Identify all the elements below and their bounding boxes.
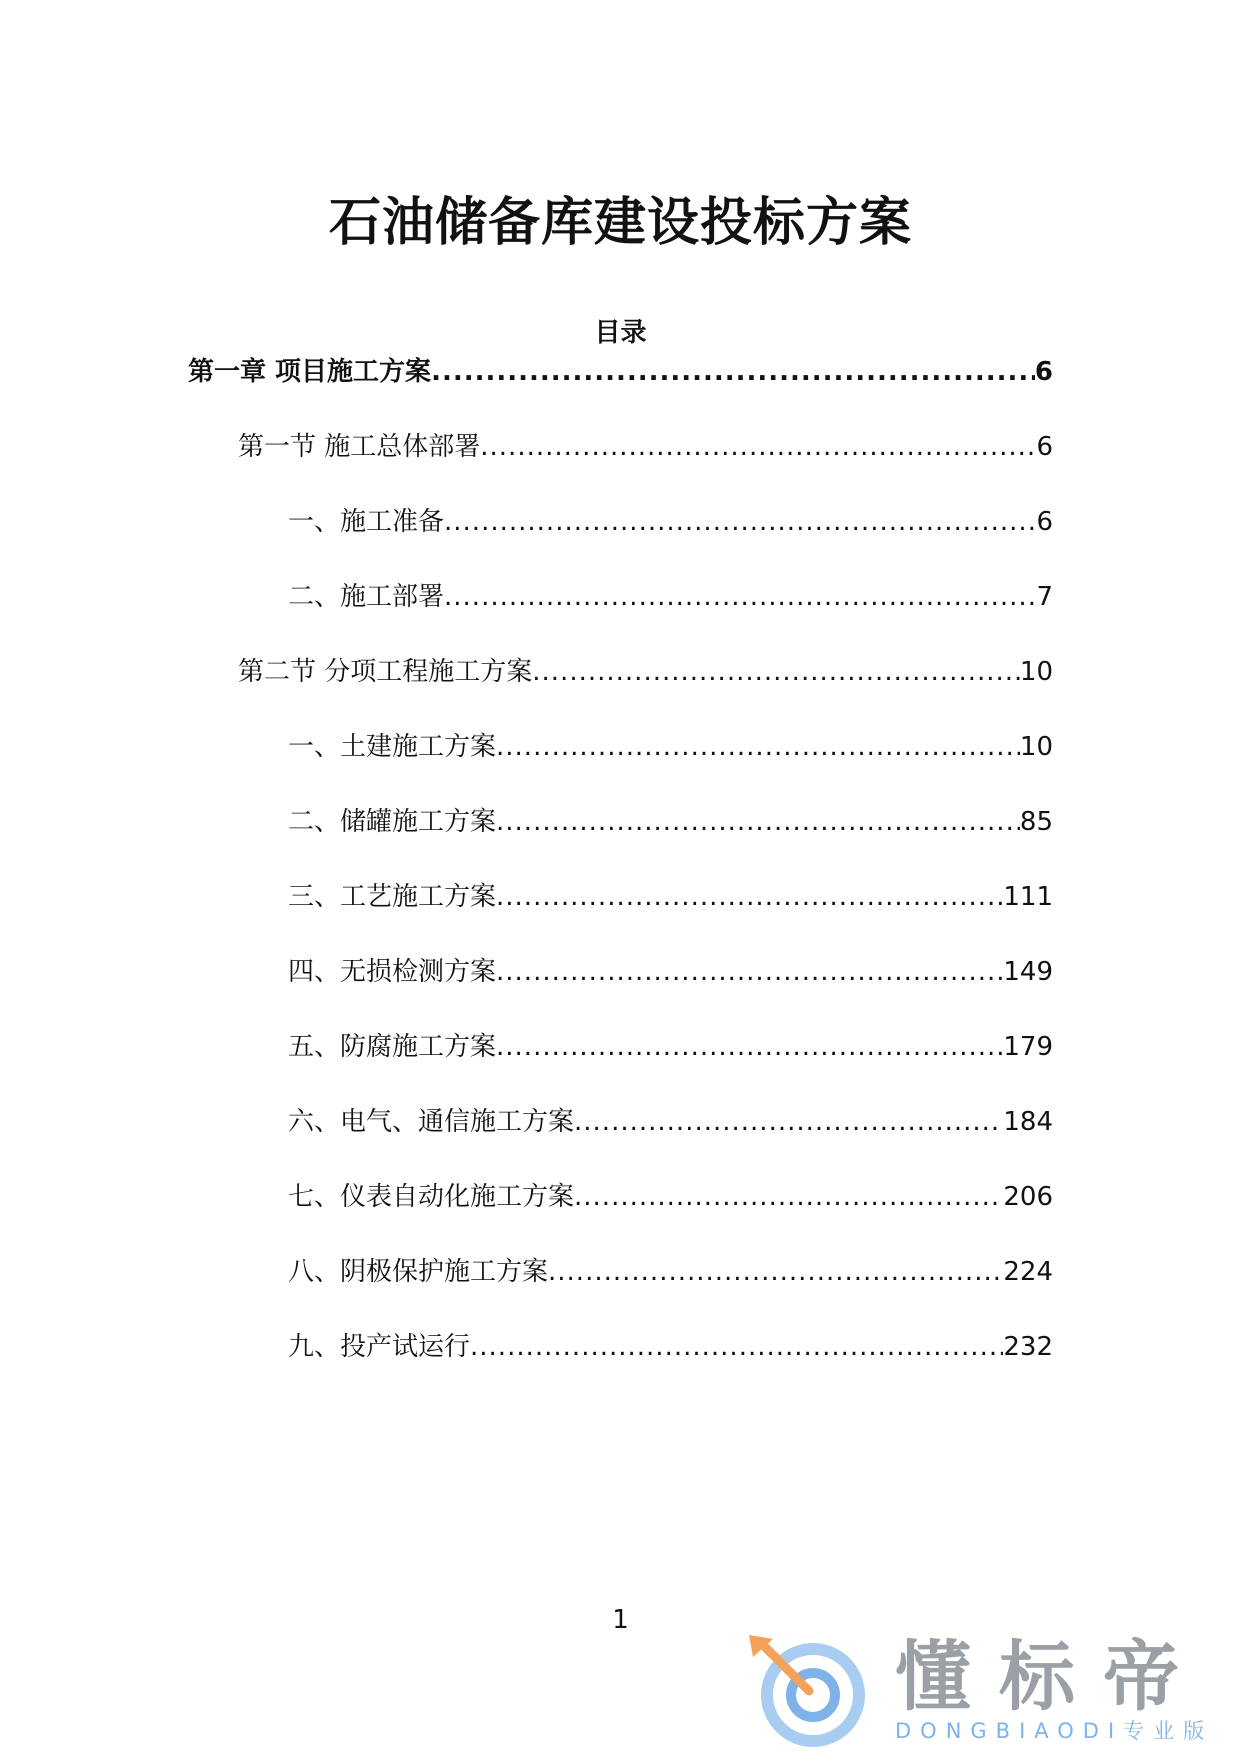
toc-entry-page: 224 [1003,1257,1053,1287]
toc-entry-text: 第一节 施工总体部署 [238,432,481,462]
toc-entry-page: 10 [1019,657,1053,687]
toc-entry-page: 6 [1036,507,1053,537]
toc-dot-leader [496,802,1020,842]
watermark-brand: 懂标帝 [895,1632,1207,1721]
toc-entry-text: 二、储罐施工方案 [288,807,497,837]
toc-entry-item[interactable] [288,877,1053,917]
toc-dot-leader [496,877,1003,917]
toc-entry-page: 85 [1019,807,1053,837]
toc-entry-text: 七、仪表自动化施工方案 [288,1182,575,1212]
toc-entry-section-1[interactable] [238,427,1053,467]
toc-dot-leader [470,1327,1003,1367]
toc-entry-page: 10 [1019,732,1053,762]
toc-entry-page: 6 [1034,357,1053,387]
toc-dot-leader [574,1102,1003,1142]
toc-entry-text: 一、施工准备 [288,507,445,537]
target-arrow-icon [745,1635,875,1747]
toc-entry-item[interactable] [288,1327,1053,1367]
toc-entry-item[interactable] [288,502,1053,542]
watermark [745,1632,1225,1747]
watermark-subtitle: DONGBIAODI专业版 [895,1719,1214,1743]
toc-entry-page: 7 [1036,582,1053,612]
toc-entry-item[interactable] [288,952,1053,992]
toc-entry-item[interactable] [288,1252,1053,1292]
toc-entry-text: 八、阴极保护施工方案 [288,1257,549,1287]
toc-entry-page: 206 [1003,1182,1053,1212]
toc-entry-text: 四、无损检测方案 [288,957,497,987]
toc-entry-text: 第二节 分项工程施工方案 [238,657,533,687]
toc-dot-leader [444,502,1036,542]
toc-entry-item[interactable] [288,1027,1053,1067]
toc-entry-text: 第一章 项目施工方案 [188,357,432,387]
toc-dot-leader [532,652,1020,692]
toc-entry-item[interactable] [288,577,1053,617]
toc-entry-page: 179 [1003,1032,1053,1062]
toc-entry-text: 三、工艺施工方案 [288,882,497,912]
toc-dot-leader [496,1027,1003,1067]
toc-entry-section-2[interactable] [238,652,1053,692]
toc-dot-leader [431,352,1035,392]
toc-dot-leader [444,577,1036,617]
toc-entry-page: 149 [1003,957,1053,987]
toc-entry-text: 二、施工部署 [288,582,445,612]
toc-entry-text: 一、土建施工方案 [288,732,497,762]
toc-entry-item[interactable] [288,727,1053,767]
toc-entry-item[interactable] [288,802,1053,842]
toc-dot-leader [548,1252,1003,1292]
toc-entry-chapter-1[interactable] [188,352,1053,392]
toc-dot-leader [496,727,1020,767]
document-title: 石油储备库建设投标方案 [328,193,912,253]
toc-entry-page: 6 [1036,432,1053,462]
toc-entry-text: 五、防腐施工方案 [288,1032,497,1062]
toc-entry-text: 六、电气、通信施工方案 [288,1107,575,1137]
toc-entry-text: 九、投产试运行 [288,1332,471,1362]
toc-entry-page: 232 [1003,1332,1053,1362]
toc-entry-item[interactable] [288,1102,1053,1142]
toc-entry-page: 111 [1003,882,1053,912]
toc-entry-page: 184 [1003,1107,1053,1137]
toc-dot-leader [496,952,1003,992]
page-number: 1 [612,1605,629,1635]
toc-heading: 目录 [594,318,647,348]
toc-entry-item[interactable] [288,1177,1053,1217]
toc-dot-leader [480,427,1036,467]
toc-dot-leader [574,1177,1003,1217]
